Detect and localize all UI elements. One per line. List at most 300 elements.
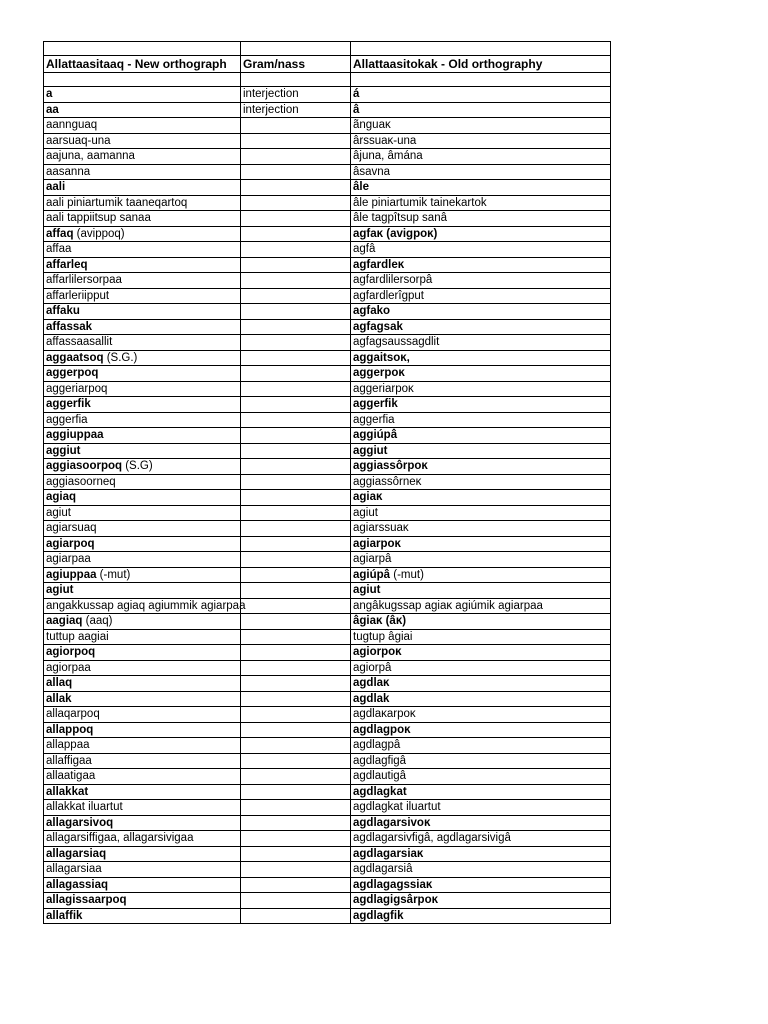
- cell-gram-nass[interactable]: [241, 412, 351, 428]
- cell-new-orthography[interactable]: [44, 862, 241, 878]
- cell-new-orthography[interactable]: [44, 149, 241, 165]
- cell-new-orthography-text: agiorpaa: [46, 661, 91, 674]
- cell-old-orthography[interactable]: [351, 195, 611, 211]
- cell-gram-nass[interactable]: [241, 583, 351, 599]
- cell-old-orthography-text: agfako: [353, 305, 391, 318]
- cell-old-orthography[interactable]: [351, 428, 611, 444]
- cell-new-orthography-text: aggiuppaa: [46, 429, 104, 442]
- cell-new-orthography-text: agiarpoq: [46, 537, 95, 550]
- cell-old-orthography[interactable]: [351, 335, 611, 351]
- cell-gram-nass[interactable]: [241, 180, 351, 196]
- cell-new-orthography-text: aali tappiitsup sanaa: [46, 212, 151, 225]
- cell-gram-nass[interactable]: [241, 738, 351, 754]
- cell-new-orthography-text: aannguaq: [46, 119, 98, 132]
- cell-old-orthography-text: angâkugssap agiaĸ agiúmik agiarpaa: [353, 599, 543, 612]
- cell-new-orthography[interactable]: [44, 490, 241, 506]
- cell-new-orthography[interactable]: [44, 614, 241, 630]
- cell-old-orthography[interactable]: [351, 350, 611, 366]
- cell-gram-nass[interactable]: [241, 645, 351, 661]
- cell-old-orthography[interactable]: [351, 784, 611, 800]
- cell-new-orthography-note: (S.G): [122, 460, 153, 473]
- cell-new-orthography-text: aggerfia: [46, 413, 88, 426]
- cell-gram-nass[interactable]: [241, 366, 351, 382]
- cell-old-orthography[interactable]: [351, 722, 611, 738]
- cell-new-orthography[interactable]: [44, 288, 241, 304]
- cell-old-orthography-text: agdlaĸarpoĸ: [353, 708, 416, 721]
- cell-new-orthography[interactable]: [44, 180, 241, 196]
- cell-new-orthography[interactable]: [44, 567, 241, 583]
- table-row: [44, 552, 611, 568]
- cell-old-orthography[interactable]: [351, 164, 611, 180]
- cell-new-orthography[interactable]: [44, 784, 241, 800]
- cell-old-orthography[interactable]: [351, 102, 611, 118]
- table-row: [44, 908, 611, 924]
- cell-gram-nass[interactable]: [241, 676, 351, 692]
- cell-old-orthography-text: agdlagigsârpoĸ: [353, 894, 438, 907]
- cell-old-orthography[interactable]: [351, 226, 611, 242]
- cell-new-orthography[interactable]: [44, 257, 241, 273]
- cell-old-orthography[interactable]: [351, 118, 611, 134]
- cell-new-orthography-text: allaatigaa: [46, 770, 96, 783]
- cell-old-orthography[interactable]: [351, 505, 611, 521]
- cell-new-orthography[interactable]: [44, 319, 241, 335]
- cell-old-orthography[interactable]: [351, 149, 611, 165]
- table-row: [44, 102, 611, 118]
- table-spacer-row: [44, 42, 611, 56]
- cell-old-orthography-text: agdlagarsiaĸ: [353, 847, 424, 860]
- table-cell[interactable]: [241, 42, 351, 56]
- header-gram-nass[interactable]: Gram/nass: [241, 56, 351, 73]
- cell-new-orthography-text: aagiaq: [46, 615, 83, 628]
- cell-old-orthography[interactable]: [351, 133, 611, 149]
- table-row: [44, 567, 611, 583]
- cell-old-orthography[interactable]: [351, 800, 611, 816]
- cell-new-orthography[interactable]: [44, 335, 241, 351]
- cell-old-orthography-text: âle: [353, 181, 369, 194]
- cell-new-orthography[interactable]: [44, 521, 241, 537]
- cell-new-orthography[interactable]: [44, 800, 241, 816]
- cell-new-orthography-text: allak: [46, 692, 72, 705]
- table-row: [44, 800, 611, 816]
- cell-new-orthography[interactable]: [44, 536, 241, 552]
- cell-old-orthography[interactable]: [351, 567, 611, 583]
- cell-new-orthography[interactable]: [44, 676, 241, 692]
- cell-old-orthography[interactable]: [351, 676, 611, 692]
- cell-gram-nass[interactable]: [241, 288, 351, 304]
- cell-new-orthography-text: aggerpoq: [46, 367, 99, 380]
- table-row: [44, 87, 611, 103]
- table-row: [44, 614, 611, 630]
- header-old-orthography[interactable]: Allattaasitokak - Old orthography: [351, 56, 611, 73]
- cell-old-orthography[interactable]: [351, 288, 611, 304]
- cell-gram-nass[interactable]: [241, 118, 351, 134]
- cell-new-orthography-text: affarleq: [46, 258, 88, 271]
- cell-gram-nass[interactable]: [241, 521, 351, 537]
- table-row: [44, 118, 611, 134]
- cell-new-orthography-text: tuttup aagiai: [46, 630, 109, 643]
- cell-new-orthography-text: allagassiaq: [46, 878, 109, 891]
- table-row: [44, 335, 611, 351]
- cell-new-orthography-text: agiarpaa: [46, 553, 91, 566]
- cell-gram-nass[interactable]: [241, 536, 351, 552]
- cell-gram-nass[interactable]: [241, 211, 351, 227]
- cell-gram-nass[interactable]: [241, 474, 351, 490]
- cell-old-orthography[interactable]: [351, 908, 611, 924]
- cell-new-orthography[interactable]: [44, 133, 241, 149]
- cell-new-orthography[interactable]: [44, 428, 241, 444]
- cell-old-orthography[interactable]: [351, 180, 611, 196]
- table-row: [44, 273, 611, 289]
- cell-new-orthography[interactable]: [44, 195, 241, 211]
- table-row: [44, 645, 611, 661]
- table-row: [44, 226, 611, 242]
- table-row: [44, 862, 611, 878]
- cell-old-orthography[interactable]: [351, 443, 611, 459]
- cell-new-orthography-text: aali: [46, 181, 66, 194]
- cell-gram-nass[interactable]: [241, 226, 351, 242]
- table-row: [44, 149, 611, 165]
- table-row: [44, 412, 611, 428]
- cell-old-orthography-text: agdlaĸ: [353, 677, 390, 690]
- cell-new-orthography-text: allappaa: [46, 739, 90, 752]
- cell-old-orthography[interactable]: [351, 521, 611, 537]
- cell-gram-nass[interactable]: [241, 133, 351, 149]
- cell-gram-nass[interactable]: [241, 893, 351, 909]
- cell-old-orthography-text: agdlagfik: [353, 909, 404, 922]
- cell-gram-nass[interactable]: [241, 273, 351, 289]
- cell-new-orthography[interactable]: [44, 443, 241, 459]
- cell-old-orthography-text: aggeriarpoĸ: [353, 382, 414, 395]
- cell-old-orthography-text: aggerfia: [353, 413, 395, 426]
- cell-old-orthography-text: agdlagkat iluartut: [353, 801, 441, 814]
- cell-new-orthography-text: aa: [46, 103, 59, 116]
- cell-new-orthography[interactable]: [44, 583, 241, 599]
- cell-old-orthography[interactable]: [351, 490, 611, 506]
- table-cell[interactable]: [44, 73, 241, 87]
- table-cell[interactable]: [351, 73, 611, 87]
- cell-gram-nass[interactable]: [241, 862, 351, 878]
- cell-old-orthography-text: tugtup âgiai: [353, 630, 413, 643]
- cell-old-orthography-text: agiut: [353, 584, 381, 597]
- dictionary-table-body: [44, 42, 611, 924]
- cell-gram-nass[interactable]: [241, 722, 351, 738]
- cell-new-orthography-text: affarlilersorpaa: [46, 274, 122, 287]
- cell-old-orthography[interactable]: [351, 753, 611, 769]
- cell-new-orthography-text: agiut: [46, 506, 71, 519]
- cell-gram-nass[interactable]: [241, 257, 351, 273]
- cell-old-orthography-text: agfagsaussagdlit: [353, 336, 440, 349]
- cell-new-orthography-text: aggerfik: [46, 398, 91, 411]
- cell-old-orthography[interactable]: [351, 552, 611, 568]
- cell-new-orthography-text: aasanna: [46, 165, 91, 178]
- cell-new-orthography[interactable]: [44, 350, 241, 366]
- cell-new-orthography-text: allagarsiffigaa, allagarsivigaa: [46, 832, 194, 845]
- cell-gram-nass[interactable]: [241, 753, 351, 769]
- cell-old-orthography[interactable]: [351, 691, 611, 707]
- cell-new-orthography[interactable]: [44, 831, 241, 847]
- cell-gram-nass[interactable]: [241, 428, 351, 444]
- cell-new-orthography[interactable]: [44, 412, 241, 428]
- cell-gram-nass[interactable]: [241, 691, 351, 707]
- table-cell[interactable]: [351, 42, 611, 56]
- table-row: [44, 660, 611, 676]
- cell-old-orthography[interactable]: [351, 629, 611, 645]
- cell-old-orthography[interactable]: [351, 242, 611, 258]
- cell-old-orthography[interactable]: [351, 614, 611, 630]
- table-row: [44, 257, 611, 273]
- cell-old-orthography-text: agfardlerîgput: [353, 289, 424, 302]
- cell-old-orthography[interactable]: [351, 831, 611, 847]
- cell-gram-nass[interactable]: [241, 567, 351, 583]
- cell-old-orthography-text: aggiassôrpoĸ: [353, 460, 428, 473]
- cell-new-orthography-note: (S.G.): [103, 351, 138, 364]
- cell-old-orthography-text: ãnguaĸ: [353, 119, 391, 132]
- cell-old-orthography-text: agiarpoĸ: [353, 537, 401, 550]
- cell-new-orthography-text: agiaq: [46, 491, 77, 504]
- cell-old-orthography-text: âjuna, âmána: [353, 150, 423, 163]
- cell-gram-nass[interactable]: [241, 490, 351, 506]
- cell-new-orthography-text: angakkussap agiaq agiummik agiarpaa: [46, 599, 246, 612]
- cell-new-orthography[interactable]: [44, 893, 241, 909]
- table-row: [44, 211, 611, 227]
- cell-old-orthography[interactable]: [351, 769, 611, 785]
- table-row: [44, 428, 611, 444]
- cell-old-orthography[interactable]: [351, 846, 611, 862]
- cell-new-orthography[interactable]: [44, 598, 246, 614]
- cell-gram-nass[interactable]: [241, 381, 351, 397]
- cell-new-orthography[interactable]: [44, 118, 241, 134]
- cell-old-orthography-text: agiorpâ: [353, 661, 392, 674]
- cell-old-orthography-text: agdlagpâ: [353, 739, 401, 752]
- table-row: [44, 598, 611, 614]
- cell-new-orthography[interactable]: [44, 226, 241, 242]
- cell-old-orthography-text: agdlagarsiâ: [353, 863, 413, 876]
- cell-gram-nass-text: interjection: [243, 88, 299, 101]
- cell-new-orthography-text: allaqarpoq: [46, 708, 100, 721]
- cell-gram-nass[interactable]: [241, 242, 351, 258]
- cell-old-orthography-text: á: [353, 88, 360, 101]
- cell-gram-nass[interactable]: [241, 87, 351, 103]
- cell-gram-nass[interactable]: [241, 769, 351, 785]
- cell-gram-nass[interactable]: [241, 319, 351, 335]
- cell-new-orthography[interactable]: [44, 738, 241, 754]
- cell-gram-nass[interactable]: [241, 304, 351, 320]
- cell-new-orthography[interactable]: [44, 102, 241, 118]
- table-row: [44, 769, 611, 785]
- table-row: [44, 738, 611, 754]
- cell-old-orthography[interactable]: [351, 273, 611, 289]
- cell-old-orthography-text: agiut: [353, 506, 378, 519]
- cell-old-orthography-text: agiúpâ: [353, 568, 391, 581]
- cell-new-orthography[interactable]: [44, 691, 241, 707]
- cell-new-orthography[interactable]: [44, 707, 241, 723]
- cell-old-orthography-text: agdlagpoĸ: [353, 723, 411, 736]
- table-row: [44, 877, 611, 893]
- cell-old-orthography-text: agdlagfigâ: [353, 754, 407, 767]
- table-row: [44, 350, 611, 366]
- table-row: [44, 304, 611, 320]
- cell-gram-nass[interactable]: [241, 629, 351, 645]
- cell-new-orthography-text: a: [46, 88, 53, 101]
- cell-gram-nass[interactable]: [241, 784, 351, 800]
- cell-gram-nass[interactable]: [241, 614, 351, 630]
- header-new-orthography[interactable]: Allattaasitaaq - New orthograph: [44, 56, 241, 73]
- cell-gram-nass[interactable]: [241, 397, 351, 413]
- table-row: [44, 831, 611, 847]
- cell-gram-nass[interactable]: [241, 102, 351, 118]
- cell-new-orthography[interactable]: [44, 722, 241, 738]
- table-row: [44, 242, 611, 258]
- cell-new-orthography-text: allagissaarpoq: [46, 894, 127, 907]
- table-row: [44, 505, 611, 521]
- cell-old-orthography[interactable]: [351, 257, 611, 273]
- cell-old-orthography[interactable]: [351, 598, 611, 614]
- cell-gram-nass[interactable]: [241, 707, 351, 723]
- cell-gram-nass[interactable]: [241, 552, 351, 568]
- table-row: [44, 753, 611, 769]
- cell-gram-nass[interactable]: [241, 195, 351, 211]
- cell-new-orthography[interactable]: [44, 211, 241, 227]
- cell-old-orthography[interactable]: [351, 87, 611, 103]
- cell-old-orthography-text: agdlagarsivfigâ, agdlagarsivigâ: [353, 832, 511, 845]
- cell-new-orthography[interactable]: [44, 459, 241, 475]
- cell-new-orthography[interactable]: [44, 397, 241, 413]
- cell-old-orthography-text: agfaĸ (avigpoĸ): [353, 227, 438, 240]
- cell-old-orthography[interactable]: [351, 862, 611, 878]
- cell-old-orthography[interactable]: [351, 645, 611, 661]
- cell-new-orthography[interactable]: [44, 242, 241, 258]
- cell-new-orthography[interactable]: [44, 877, 241, 893]
- cell-new-orthography-text: aajuna, aamanna: [46, 150, 135, 163]
- cell-old-orthography[interactable]: [351, 459, 611, 475]
- cell-new-orthography-text: aali piniartumik taaneqartoq: [46, 196, 188, 209]
- cell-old-orthography-text: aggerfik: [353, 398, 398, 411]
- cell-old-orthography[interactable]: [351, 738, 611, 754]
- table-row: [44, 691, 611, 707]
- table-cell[interactable]: [44, 42, 241, 56]
- cell-old-orthography[interactable]: [351, 304, 611, 320]
- table-cell[interactable]: [241, 73, 351, 87]
- cell-new-orthography[interactable]: [44, 552, 241, 568]
- cell-new-orthography[interactable]: [44, 645, 241, 661]
- table-row: [44, 536, 611, 552]
- cell-new-orthography[interactable]: [44, 660, 241, 676]
- cell-new-orthography-text: affaa: [46, 243, 72, 256]
- cell-gram-nass[interactable]: [241, 815, 351, 831]
- cell-gram-nass[interactable]: [241, 443, 351, 459]
- cell-old-orthography[interactable]: [351, 319, 611, 335]
- cell-gram-nass[interactable]: [241, 164, 351, 180]
- cell-gram-nass[interactable]: [241, 335, 351, 351]
- cell-old-orthography[interactable]: [351, 412, 611, 428]
- table-row: [44, 459, 611, 475]
- cell-old-orthography-text: aggiúpâ: [353, 429, 398, 442]
- cell-new-orthography[interactable]: [44, 366, 241, 382]
- table-row: [44, 381, 611, 397]
- cell-new-orthography-text: allagarsiaq: [46, 847, 107, 860]
- cell-new-orthography[interactable]: [44, 908, 241, 924]
- cell-gram-nass[interactable]: [241, 350, 351, 366]
- cell-new-orthography[interactable]: [44, 769, 241, 785]
- cell-gram-nass[interactable]: [241, 800, 351, 816]
- cell-old-orthography[interactable]: [351, 381, 611, 397]
- cell-gram-nass[interactable]: [241, 149, 351, 165]
- table-row: [44, 288, 611, 304]
- cell-gram-nass[interactable]: [241, 908, 351, 924]
- cell-new-orthography-text: allappoq: [46, 723, 94, 736]
- cell-new-orthography-text: aarsuaq-una: [46, 134, 111, 147]
- cell-old-orthography[interactable]: [351, 815, 611, 831]
- cell-new-orthography-text: aggeriarpoq: [46, 382, 108, 395]
- cell-old-orthography[interactable]: [351, 397, 611, 413]
- cell-old-orthography-text: âgiaĸ (âĸ): [353, 615, 407, 628]
- cell-gram-nass[interactable]: [241, 505, 351, 521]
- cell-old-orthography[interactable]: [351, 474, 611, 490]
- cell-new-orthography-note: (-mut): [96, 568, 131, 581]
- cell-old-orthography[interactable]: [351, 583, 611, 599]
- cell-old-orthography-text: âle tagpîtsup sanâ: [353, 212, 447, 225]
- cell-old-orthography-text: agfardlilersorpâ: [353, 274, 433, 287]
- cell-gram-nass[interactable]: [241, 846, 351, 862]
- cell-gram-nass[interactable]: [241, 660, 351, 676]
- cell-new-orthography[interactable]: [44, 164, 241, 180]
- cell-gram-nass-text: interjection: [243, 103, 299, 116]
- cell-new-orthography-text: allaq: [46, 677, 73, 690]
- cell-old-orthography[interactable]: [351, 366, 611, 382]
- cell-new-orthography[interactable]: [44, 273, 241, 289]
- cell-gram-nass[interactable]: [241, 877, 351, 893]
- table-row: [44, 629, 611, 645]
- cell-old-orthography[interactable]: [351, 536, 611, 552]
- cell-old-orthography[interactable]: [351, 893, 611, 909]
- cell-new-orthography[interactable]: [44, 474, 241, 490]
- cell-old-orthography[interactable]: [351, 707, 611, 723]
- cell-old-orthography-text: âsavna: [353, 165, 391, 178]
- cell-new-orthography[interactable]: [44, 815, 241, 831]
- table-row: [44, 784, 611, 800]
- dictionary-table: [43, 41, 611, 924]
- cell-new-orthography-text: agiut: [46, 584, 74, 597]
- cell-new-orthography-text: allakkat iluartut: [46, 801, 123, 814]
- table-row: [44, 180, 611, 196]
- cell-old-orthography[interactable]: [351, 877, 611, 893]
- cell-new-orthography[interactable]: [44, 629, 241, 645]
- cell-old-orthography-text: aggaitsoĸ,: [353, 351, 410, 364]
- cell-gram-nass[interactable]: [241, 598, 351, 614]
- cell-new-orthography-text: allakkat: [46, 785, 89, 798]
- table-row: [44, 815, 611, 831]
- cell-old-orthography[interactable]: [351, 660, 611, 676]
- cell-new-orthography[interactable]: [44, 381, 241, 397]
- cell-gram-nass[interactable]: [241, 459, 351, 475]
- cell-new-orthography-text: affaku: [46, 305, 80, 318]
- cell-new-orthography-text: agiorpoq: [46, 646, 96, 659]
- cell-new-orthography-text: allagarsivoq: [46, 816, 114, 829]
- cell-old-orthography[interactable]: [351, 211, 611, 227]
- cell-new-orthography[interactable]: [44, 87, 241, 103]
- cell-new-orthography[interactable]: [44, 505, 241, 521]
- cell-old-orthography-text: âle piniartumik tainekartok: [353, 196, 487, 209]
- cell-gram-nass[interactable]: [241, 831, 351, 847]
- cell-new-orthography-note: (avippoq): [73, 227, 125, 240]
- cell-new-orthography[interactable]: [44, 846, 241, 862]
- cell-old-orthography-text: agiaĸ: [353, 491, 383, 504]
- cell-new-orthography-text: affassaasallit: [46, 336, 113, 349]
- table-row: [44, 366, 611, 382]
- cell-old-orthography-text: agdlagkat: [353, 785, 407, 798]
- cell-new-orthography[interactable]: [44, 753, 241, 769]
- cell-new-orthography[interactable]: [44, 304, 241, 320]
